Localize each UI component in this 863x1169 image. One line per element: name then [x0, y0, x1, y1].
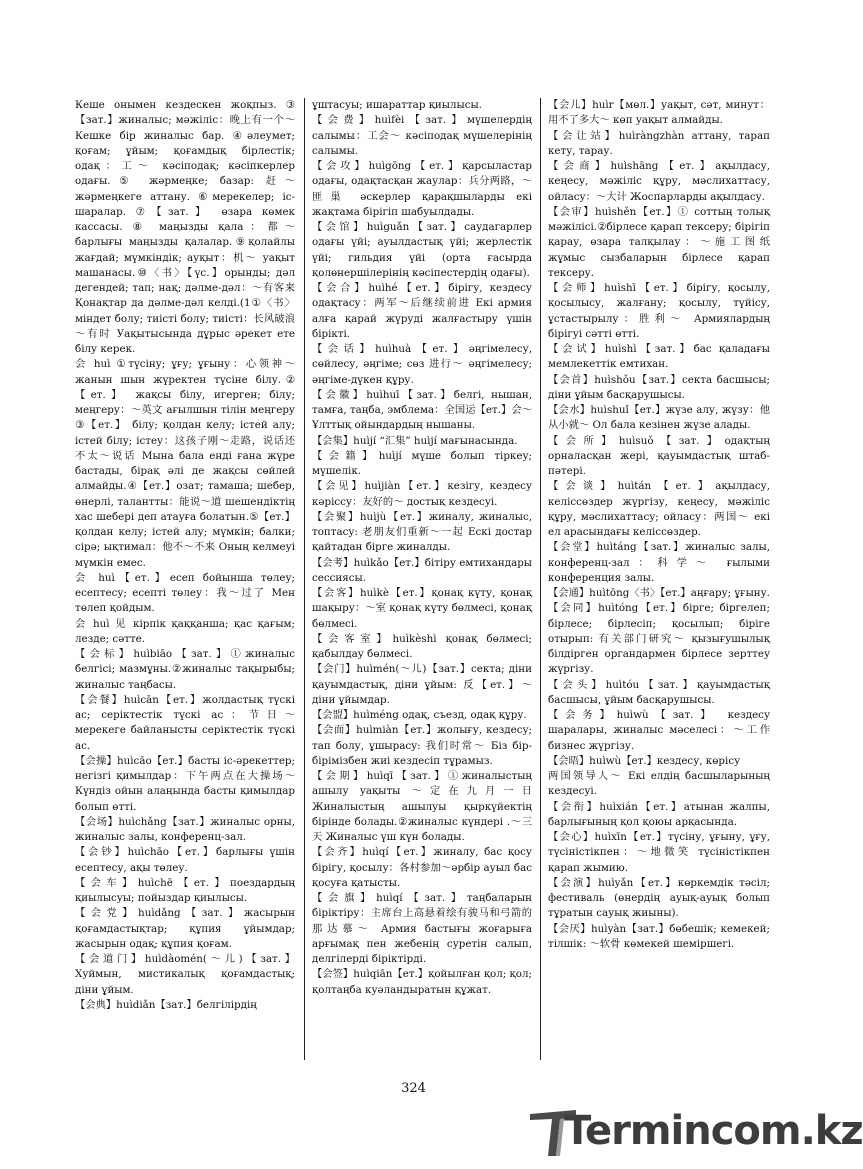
- dictionary-entry: Кеше онымен кездескен жоқпыз. ③【зат.】жиналыс; мәжіліс：晚上有一个～ Кешке бір жиналыс бар. ④әлеумет; қоғам; ұйым; қоғамдық бірлестік; одақ：工～ кәсіподақ; кәсіпкерлер одағы.⑤ жәрмеңке; базар: 赶～ жәрмеңкеге аттану. ⑥мерекелер; іс-шаралар. ⑦【зат.】 өзара көмек кассасы. ⑧ маңызды қала：都～ барлығы маңызды қалалар.⑨қолайлы жағдай; мүмкіндік; ауқыт：机～ уақыт машанасы.⑩〈书〉【үс.】орынды; дәл дегендей; тап; нақ; дәлме-дәл：～有客来 Қонақтар да дәлме-дәл келді.(1①〈书〉 міндет болу; тиісті болу; тиісті：长风破浪～有时 Уақытысында дұрыс әрекет ете білу керек.: [75, 99, 295, 355]
- dictionary-entry: 【会钞】huìchāo【ет.】барлығы үшін есептесу, ақы төлеу.: [75, 846, 295, 874]
- dictionary-entry: 【会谈】huìtán【ет.】ақылдасу, келіссөздер жүргізу, кеңесу, мәжіліс құру, мәслихаттасу; ойласу：两国～ екі ел арасындағы келіссөздер.: [548, 480, 770, 538]
- dictionary-entry: 会 huì【ет.】есеп бойынша төлеу; есептесу; есепті төлеу：我～过了 Мен төлеп қойдым.: [75, 571, 295, 615]
- dictionary-entry: 会 huì 见 кірпік қаққанша; қас қағым; лезде; сәтте.: [75, 617, 295, 645]
- dictionary-entry: 【会籍】huìjí мүше болып тіркеу; мүшелік.: [312, 449, 532, 477]
- dictionary-entry: 【会让站】huìràngzhàn аттану, тарап кету, тарау.: [548, 129, 770, 157]
- dictionary-entry: 【会攻】huìgōng【ет.】қарсыластар одағы, одақтасқан жаулар：兵分两路，～匪巢 әскерлер қарақшыларды екі жақтама бірігіп шабуылдады.: [312, 160, 532, 218]
- dictionary-entry: 【会馆】huìguǎn【зат.】саудагарлер одағы үйі; ауылдастық үйі; жерлестік үйі; гильдия үйі (орта ғасырда қолөнершілерінің кәсіпестердің одағы).: [312, 221, 532, 279]
- dictionary-entry: 【会期】huìqī【зат.】①жиналыстың ашылу уақыты ～定在九月一日 Жиналыстың ашылуы қыркүйектің бірінде болады.②жиналыс күндері .～三天 Жиналыс үш күн болады.: [312, 770, 532, 843]
- dictionary-entry: 【会签】huìqiān【ет.】қойылған қол; қол; қолтаңба куәландыратын құжат.: [312, 968, 532, 996]
- dictionary-entry: 【会门】huìmén(～儿)【зат.】секта; діни қауымдастық, діни ұйым: 反【ет.】～ діни ұйымдар.: [312, 663, 532, 706]
- dictionary-entry: 【会齐】huìqí【ет.】жиналу, бас қосу бірігу, қосылу：各村参加～әрбір ауыл бас қосуға қатысты.: [312, 846, 532, 889]
- dictionary-entry: 【会见】huìjiàn【ет.】кезігу, кездесу кәріссу：友好的～ достық кездесуі.: [312, 480, 532, 508]
- dictionary-entry: 【会商】huìshāng【ет.】ақылдасу, кеңесу, мәжіліс құру, мәслихаттасу, ойласу：～大计 Жоспарларды ақылдасу.: [548, 160, 770, 203]
- dictionary-column-3: [548, 98, 770, 952]
- dictionary-entry: 【会标】huìbiāo【зат.】①жиналыс белгісі; мазмұны.②жиналыс тақырыбы; жиналыс таңбасы.: [75, 648, 295, 691]
- dictionary-entry: 【会徽】huìhuī【зат.】белгі, нышан, тамға, таңба, эмблема：全国运【ет.】会～ Ұлттық ойындардың нышаны.: [312, 388, 532, 432]
- dictionary-entry: 【会客室】huìkèshì қонақ бөлмесі; қабылдау бөлмесі.: [312, 632, 532, 660]
- dictionary-entry: 【会心】huìxīn【ет.】түсіну, ұғыну, ұғу, түсіністікпен：～地微笑 түсіністікпен қарап жымию.: [548, 831, 770, 874]
- dictionary-entry: 【会务】huìwù【зат.】 кездесу шаралары, жиналыс мәселесі：～工作 бизнес жүргізу.: [548, 709, 770, 752]
- dictionary-entry: 【会党】huìdǎng【зат.】жасырын қоғамдастықтар; құпия ұйымдар; жасырын одақ; құпия қоғам.: [75, 907, 295, 950]
- dictionary-entry: 【会考】huìkǎo【ет.】бітіру емтихандары сессиясы.: [312, 556, 532, 584]
- dictionary-entry: 【会聚】huìjù【ет.】жиналу, жиналыс, топтасу: 老朋友们重新～一起 Ескі достар қайтадан бірге жиналды.: [312, 510, 532, 554]
- dictionary-entry: 【会集】huìjí “汇集” huìjí мағынасында.: [312, 434, 518, 447]
- dictionary-entry: 会 huì ①түсіну; ұғу; ұғыну：心领神～ жанын шын жүректен түсіне білу.②【ет.】 жақсы білу, игерген; білу; меңгеру：～英文 ағылшын тілін меңгеру ③【ет.】 білу; қолдан келу; істей алу; істей білу; істеу：这孩子刚～走路，说话还不太～说话 Мына бала енді ғана жүре бастады, бірақ әлі де жақсы сөйлей алмайды.④【ет.】озат; тамаша; шебер, өнерлі, талантты：能说～道 шешендіктің хас шебері деп атауға болатын.⑤【ет.】қолдан келу; істей алу; мүмкін; балки; сірә; ықтимал：他不～不来 Оның келмеуі мүмкін емес.: [75, 358, 295, 569]
- dictionary-entry: 【会客】huìkè【ет.】қонақ күту, қонақ шақыру：～室 қонақ күту бөлмесі, қонақ бөлмесі.: [312, 587, 532, 630]
- dictionary-entry: 【会场】huìchǎng【зат.】жиналыс орны, жиналыс залы, конференц-зал.: [75, 815, 295, 843]
- dictionary-entry: 【会所】huìsuǒ【зат.】одақтың орналасқан жері, қауымдастық штаб-пәтері.: [548, 434, 770, 477]
- dictionary-entry: 【会餐】huìcān【ет.】жолдастық түскі ас; серіктестік түскі ас：节日～ мерекеге байланысты серіктестік түскі ас.: [75, 693, 295, 752]
- dictionary-entry: 【会费】huìfèi【зат.】мүшелердің салымы：工会～ кәсіподақ мүшелерінің салымы.: [312, 114, 532, 157]
- dictionary-entry: 【会演】huìyǎn【ет.】көркемдік тәсіл; фестиваль (өнердің ауық-ауық болып тұратын сауық жиыны).: [548, 876, 770, 920]
- dictionary-column-2: [312, 98, 532, 998]
- dictionary-entry: 【会头】huìtóu【зат.】қауымдастық басшысы, ұйым басқарушысы.: [548, 678, 770, 706]
- page-number: 324: [401, 1081, 426, 1096]
- termincom-logo[interactable]: [526, 1100, 863, 1160]
- dictionary-entry: 【会审】huìshěn【ет.】① соттың толық мәжілісі.②бірлесе қарап тексеру; бірігіп қарау, өзара талқылау：～施工图纸 жұмыс сызбаларын бірлесе қарап тексеру.: [548, 205, 770, 279]
- dictionary-entry: 【会典】huìdiǎn【зат.】белгілірдің: [75, 998, 257, 1011]
- dictionary-entry: 【会车】huìchē【ет.】поездардың қиылысуы; пойыздар қиылысы.: [75, 876, 295, 904]
- dictionary-entry: 【会首】huìshǒu【зат.】секта басшысы; діни ұйым басқарушысы.: [548, 373, 770, 401]
- dictionary-entry: 【会面】huìmiàn【ет.】жолығу, кездесу; тап болу, ұшырасу: 我们时常～ Біз бір-бірімізбен жиі кездесіп тұрамыз.: [312, 724, 532, 767]
- dictionary-entry: 【会试】huìshì【зат.】бас қаладағы мемлекеттік емтихан.: [548, 343, 770, 371]
- dictionary-entry: 【会操】huìcāo【ет.】басты іс-әрекеттер; негізгі қимылдар：下午两点在大操场～ Күндіз ойын алаңында басты қимылдар болып өтті.: [75, 754, 295, 813]
- dictionary-entry: 【会合】huìhé【ет.】бірігу, кездесу одақтасу：两军～后继续前进 Екі армия алға қарай жүруді жалғастыру үшін бірікті.: [312, 282, 532, 340]
- dictionary-entry: 【会通】huìtōng〈书〉【ет.】аңғару; ұғыну.: [548, 587, 770, 599]
- dictionary-entry: 【会道门】huìdàomén(～儿)【зат.】Хуймын, мистикалық қоғамдастық; діни ұйым.: [75, 953, 295, 996]
- dictionary-entry: 【会堂】huìtáng【зат.】жиналыс залы, конференц-зал：科学～ ғылыми конференция залы.: [548, 541, 770, 584]
- dictionary-entry: 【会盟】huìméng одақ, съезд, одақ құру.: [312, 709, 527, 721]
- dictionary-entry: 【会晤】huìwù【ет.】кездесу, көрісу: [548, 754, 741, 767]
- dictionary-entry: 【会师】huìshī【ет.】бірігу, қосылу, қосылысу, жалғану; қосылу, түйісу, ұстастырылу：胜利～ Армиялардың бірігуі сәтті өтті.: [548, 282, 770, 340]
- dictionary-entry: 两国领导人～ Екі елдің басшыларының кездесуі.: [548, 770, 770, 798]
- column-divider: [304, 98, 305, 1060]
- dictionary-entry: 【会儿】huìr【мөл.】уақыт, сәт, минут：用不了多大～ көп уақыт алмайды.: [548, 99, 770, 127]
- dictionary-entry: 【会厌】huìyàn【зат.】бөбешік; кемекей; тілшік: ～软骨 көмекей шеміршегі.: [548, 922, 770, 950]
- dictionary-entry: ұштасуы; ишараттар қиылысы.: [312, 99, 482, 111]
- dictionary-column-1: [75, 98, 295, 1013]
- dictionary-entry: 【会同】huìtóng【ет.】бірге; біргелеп; бірлесе; бірлесіп; қосылып; біріге отырып: 有关部门研究～ қызығушылық білдірген органдармен бірлесе зерттеу жүргізу.: [548, 602, 770, 676]
- logo-wordmark: Termincom.kz: [564, 1108, 863, 1154]
- dictionary-entry: 【会水】huìshuǐ【ет.】жүзе алу, жүзу：他从小就～ Ол бала кезінен жүзе алады.: [548, 404, 770, 432]
- dictionary-entry: 【会衔】huìxián【ет.】атынан жалпы, барлығының қол қоюы арқасында.: [548, 800, 770, 828]
- dictionary-entry: 【会话】huìhuà【ет.】әңгімелесу, сөйлесу, әңгіме; сөз 进行～ әңгімелесу; әңгіме-дүкен құру.: [312, 343, 532, 386]
- dictionary-entry: 【会旗】huìqí【зат.】таңбаларын біріктіру：主席台上高悬着绘有骏马和弓箭的那达慕～ Армия бастығы жоғарыға арғымақ пен жебенің суретін салып, делгілерді біріктірді.: [312, 892, 532, 965]
- column-divider: [540, 98, 541, 1060]
